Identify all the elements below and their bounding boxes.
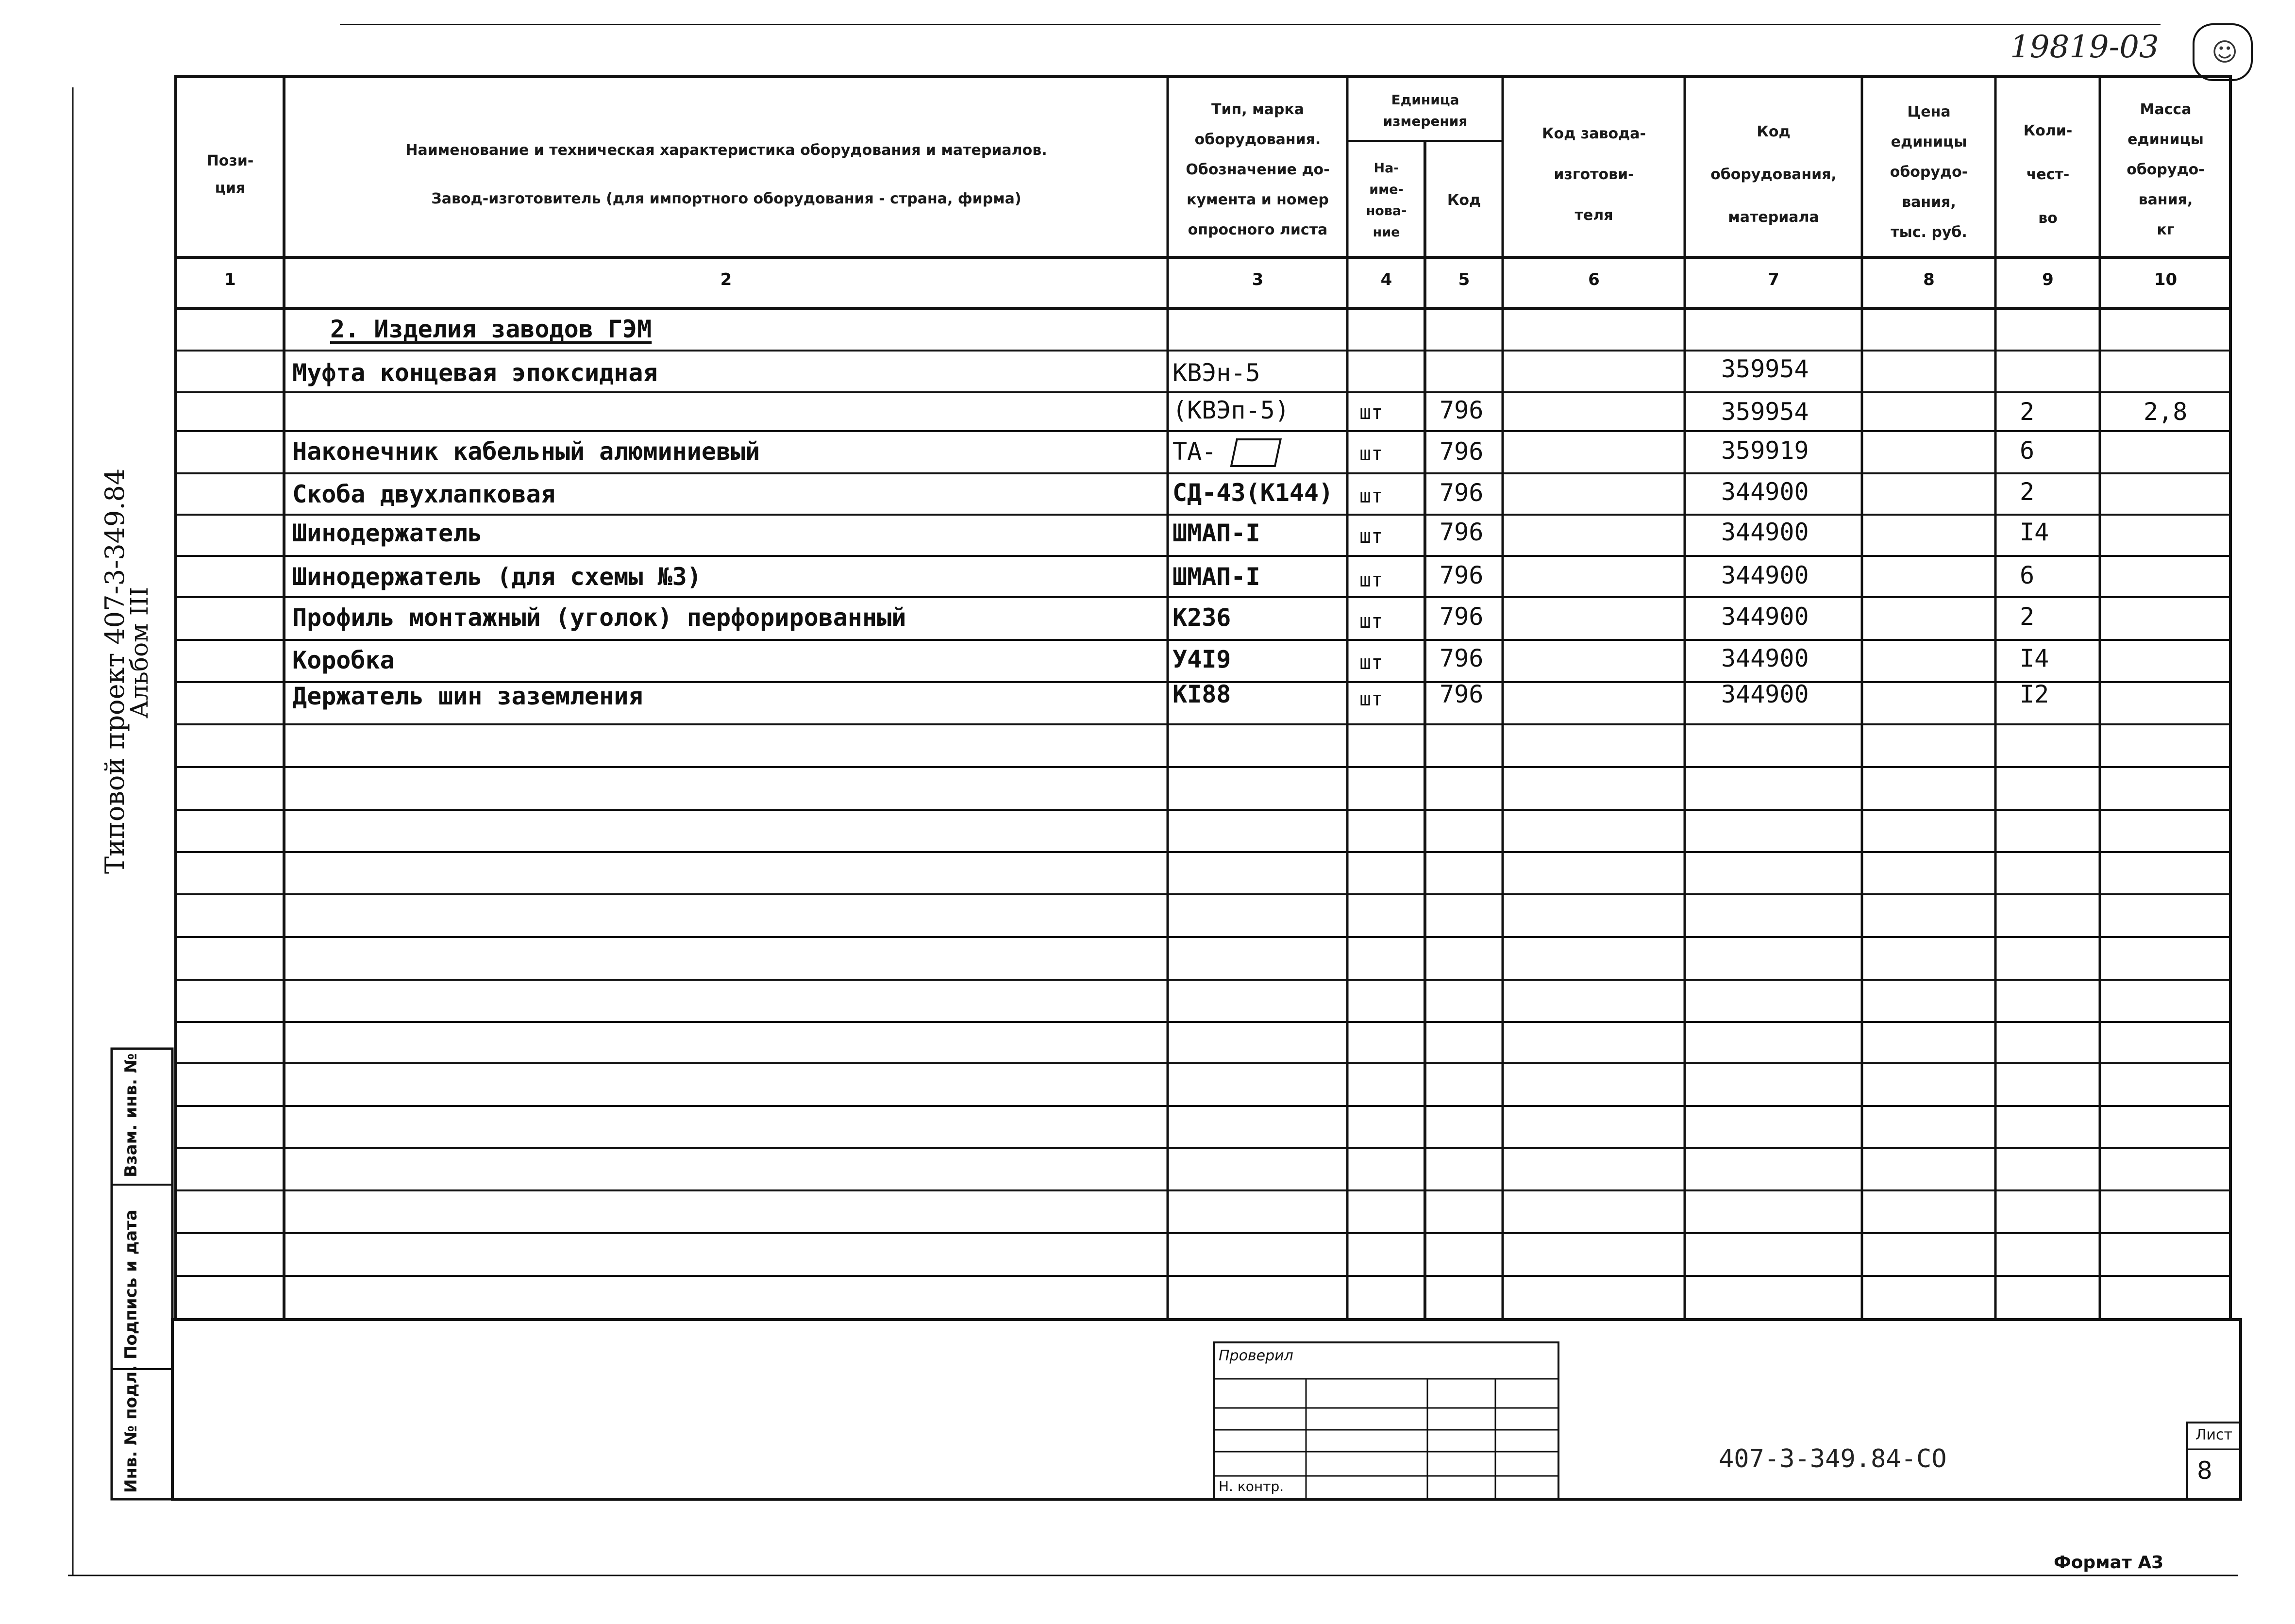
- header-unit-code: [1426, 146, 1502, 255]
- header-text: Код: [1757, 123, 1791, 140]
- column-number: 4: [1380, 270, 1392, 289]
- header-mass: [2101, 87, 2230, 252]
- row-equipment-code: 344900: [1721, 561, 1809, 589]
- header-text: Код завода-: [1542, 125, 1646, 142]
- row-unit-code: 796: [1440, 603, 1484, 631]
- title-block-norm-control: Н. контр.: [1219, 1478, 1284, 1494]
- column-number: 5: [1458, 270, 1470, 289]
- header-text: изготови-: [1554, 166, 1634, 183]
- row-unit-code: 796: [1440, 561, 1484, 589]
- header-text: вания,: [1902, 194, 1956, 211]
- header-text: На-: [1374, 160, 1399, 176]
- header-text: оборудования,: [1710, 166, 1837, 183]
- sheet-label: Лист: [2195, 1426, 2233, 1443]
- header-name: [286, 97, 1166, 252]
- header-text: Завод-изготовитель (для импортного оборудования - страна, фирма): [431, 190, 1022, 207]
- row-unit: шт: [1359, 485, 1383, 507]
- project-title-line1: Типовой проект 407-3-349.84: [100, 468, 130, 874]
- header-unit-name: [1349, 146, 1424, 255]
- stamp-inv: Инв. № подл.: [121, 1365, 141, 1493]
- row-type: (КВЭп-5): [1173, 396, 1290, 424]
- section-title: 2. Изделия заводов ГЭМ: [330, 315, 652, 343]
- row-type: КI88: [1173, 680, 1231, 708]
- header-text: име-: [1369, 182, 1404, 197]
- header-text: Коли-: [2023, 122, 2073, 139]
- row-equipment-code: 359954: [1721, 355, 1809, 383]
- header-text: теля: [1575, 207, 1613, 224]
- row-type: ШМАП-I: [1173, 563, 1260, 591]
- row-mass: 2,8: [2144, 398, 2188, 426]
- row-unit: шт: [1359, 688, 1383, 710]
- header-text: измерения: [1383, 113, 1468, 129]
- row-name: Коробка: [292, 646, 395, 674]
- row-unit: шт: [1359, 569, 1383, 591]
- row-name: Держатель шин заземления: [292, 682, 643, 710]
- stamp-vzam: Взам. инв. №: [121, 1053, 141, 1177]
- row-unit: шт: [1359, 443, 1383, 465]
- header-quantity: [1997, 97, 2099, 252]
- row-quantity: 2: [2020, 478, 2035, 506]
- row-unit: шт: [1359, 652, 1383, 674]
- header-text: материала: [1728, 209, 1819, 226]
- row-unit-code: 796: [1440, 680, 1484, 708]
- header-text: Код: [1447, 191, 1481, 209]
- row-type: КВЭн-5: [1173, 359, 1260, 387]
- row-name: Муфта концевая эпоксидная: [292, 359, 658, 387]
- row-type: К236: [1173, 603, 1231, 632]
- row-quantity: I2: [2020, 680, 2049, 708]
- row-type: ШМАП-I: [1173, 519, 1260, 547]
- header-text: единицы: [2127, 131, 2204, 148]
- header-text: оборудования.: [1194, 131, 1321, 148]
- row-unit-code: 796: [1440, 644, 1484, 672]
- document-code: 407-3-349.84-СО: [1719, 1444, 1947, 1473]
- row-unit-code: 796: [1440, 437, 1484, 466]
- row-equipment-code: 359954: [1721, 398, 1809, 426]
- project-title-line2: Альбом III: [125, 586, 153, 719]
- row-name: Скоба двухлапковая: [292, 480, 555, 508]
- header-factory-code: [1504, 97, 1684, 252]
- header-text: нова-: [1366, 203, 1407, 218]
- row-equipment-code: 359919: [1721, 436, 1809, 465]
- row-unit: шт: [1359, 610, 1383, 633]
- row-quantity: I4: [2020, 644, 2049, 672]
- header-text: во: [2038, 210, 2058, 227]
- column-number: 6: [1588, 270, 1600, 289]
- column-number: 7: [1768, 270, 1779, 289]
- header-text: Цена: [1907, 103, 1951, 120]
- row-name: Шинодержатель: [292, 519, 483, 547]
- row-equipment-code: 344900: [1721, 518, 1809, 546]
- header-unit: [1349, 83, 1502, 138]
- column-number: 9: [2042, 270, 2054, 289]
- row-type: ТА-: [1173, 437, 1217, 466]
- row-unit-code: 796: [1440, 396, 1484, 424]
- header-text: ние: [1373, 224, 1400, 240]
- column-number: 1: [224, 270, 236, 289]
- header-text: оборудо-: [1890, 164, 1968, 181]
- header-text: ция: [215, 180, 246, 197]
- row-quantity: 6: [2020, 436, 2035, 465]
- column-number: 10: [2154, 270, 2178, 289]
- column-number: 2: [720, 270, 732, 289]
- header-text: опросного листа: [1188, 221, 1328, 238]
- header-text: единицы: [1891, 134, 1967, 151]
- format-label: Формат А3: [2054, 1553, 2164, 1573]
- row-quantity: 6: [2020, 561, 2035, 589]
- stamp-podpis: Подпись и дата: [121, 1209, 141, 1359]
- header-text: тыс. руб.: [1891, 224, 1967, 241]
- header-text: Пози-: [206, 152, 254, 169]
- row-equipment-code: 344900: [1721, 478, 1809, 506]
- row-quantity: 2: [2020, 398, 2035, 426]
- row-equipment-code: 344900: [1721, 680, 1809, 708]
- header-equipment-code: [1686, 97, 1861, 252]
- row-name: Шинодержатель (для схемы №3): [292, 563, 702, 591]
- row-equipment-code: 344900: [1721, 603, 1809, 631]
- row-equipment-code: 344900: [1721, 644, 1809, 672]
- row-quantity: I4: [2020, 518, 2049, 546]
- row-unit-code: 796: [1440, 518, 1484, 546]
- row-type: СД-43(К144): [1173, 479, 1334, 507]
- header-text: вания,: [2138, 191, 2193, 208]
- header-text: чест-: [2026, 166, 2070, 183]
- row-unit-code: 796: [1440, 479, 1484, 507]
- header-text: Наименование и техническая характеристика оборудования и материалов.: [405, 142, 1047, 159]
- sheet-number: 8: [2197, 1457, 2212, 1485]
- row-unit: шт: [1359, 402, 1383, 424]
- row-type: У4I9: [1173, 645, 1231, 673]
- header-type: [1169, 85, 1346, 255]
- header-text: оборудо-: [2127, 161, 2205, 178]
- column-number: 8: [1923, 270, 1935, 289]
- row-name: Профиль монтажный (уголок) перфорированный: [292, 603, 906, 632]
- column-number: 3: [1252, 270, 1264, 289]
- header-text: кг: [2157, 221, 2175, 238]
- row-name: Наконечник кабельный алюминиевый: [292, 437, 760, 466]
- header-text: Тип, марка: [1211, 101, 1304, 118]
- corner-stamp-icon: ☺: [2211, 38, 2238, 67]
- header-price: [1863, 92, 1994, 252]
- header-text: кумента и номер: [1187, 191, 1329, 208]
- header-text: Единица: [1391, 91, 1459, 108]
- row-quantity: 2: [2020, 603, 2035, 631]
- header-position: [177, 97, 283, 252]
- header-text: Обозначение до-: [1186, 161, 1330, 178]
- row-unit: шт: [1359, 525, 1383, 548]
- header-text: Масса: [2140, 101, 2192, 118]
- stamp-number: 19819-03: [2010, 29, 2159, 65]
- title-block-checked: Проверил: [1219, 1347, 1293, 1364]
